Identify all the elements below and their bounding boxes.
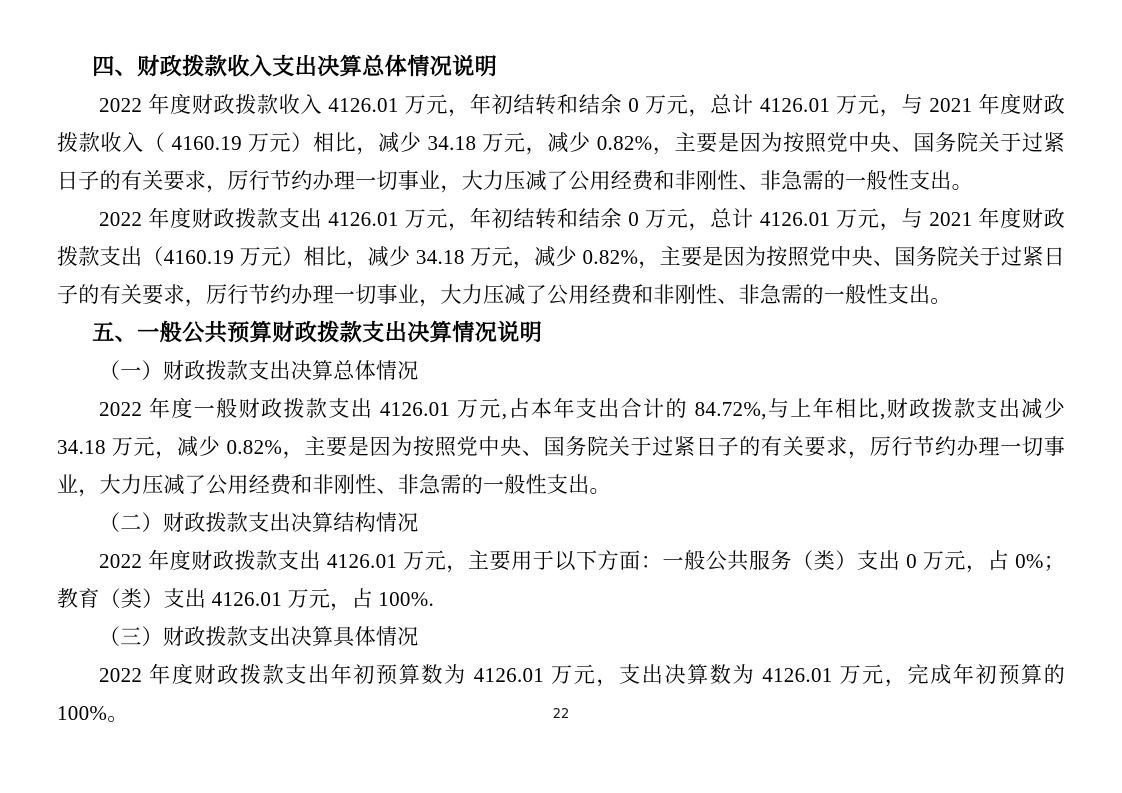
paragraph-specific-expense-detail: 2022 年度财政拨款支出年初预算数为 4126.01 万元，支出决算数为 4126.01 万元，完成年初预算的 100%。: [57, 663, 1065, 725]
paragraph-overall-expense-detail: 2022 年度一般财政拨款支出 4126.01 万元,占本年支出合计的 84.72%,与上年相比,财政拨款支出减少 34.18 万元，减少 0.82%，主要是因为按照党中央、国务院关于过紧日子的有关要求，厉行节约办理一切事业，大力压减了公用经费和非刚性、非急需的一般性支出。: [57, 397, 1065, 497]
paragraph-fiscal-expense-summary: 2022 年度财政拨款支出 4126.01 万元，年初结转和结余 0 万元，总计 4126.01 万元，与 2021 年度财政拨款支出（4160.19 万元）相比，减少 34.18 万元，减少 0.82%，主要是因为按照党中央、国务院关于过紧日子的有关要求，厉行节约办理一切事业，大力压减了公用经费和非刚性、非急需的一般性支出。: [57, 207, 1065, 307]
section-heading-general-public-budget: 五、一般公共预算财政拨款支出决算情况说明: [92, 320, 543, 345]
paragraph-expense-structure-detail: 2022 年度财政拨款支出 4126.01 万元，主要用于以下方面：一般公共服务（类）支出 0 万元，占 0%；教育（类）支出 4126.01 万元，占 100%.: [57, 549, 1065, 611]
subsection-heading-overall-situation: （一）财政拨款支出决算总体情况: [99, 359, 419, 383]
subsection-heading-structure-situation: （二）财政拨款支出决算结构情况: [99, 511, 419, 535]
page-number: 22: [552, 707, 570, 722]
paragraph-fiscal-income-summary: 2022 年度财政拨款收入 4126.01 万元，年初结转和结余 0 万元，总计 4126.01 万元，与 2021 年度财政拨款收入（ 4160.19 万元）相比，减少 34.18 万元，减少 0.82%，主要是因为按照党中央、国务院关于过紧日子的有关要求，厉行节约办理一切事业，大力压减了公用经费和非刚性、非急需的一般性支出。: [57, 93, 1065, 193]
section-heading-overall-fiscal-appropriation: 四、财政拨款收入支出决算总体情况说明: [92, 54, 498, 79]
subsection-heading-specific-situation: （三）财政拨款支出决算具体情况: [99, 625, 419, 649]
